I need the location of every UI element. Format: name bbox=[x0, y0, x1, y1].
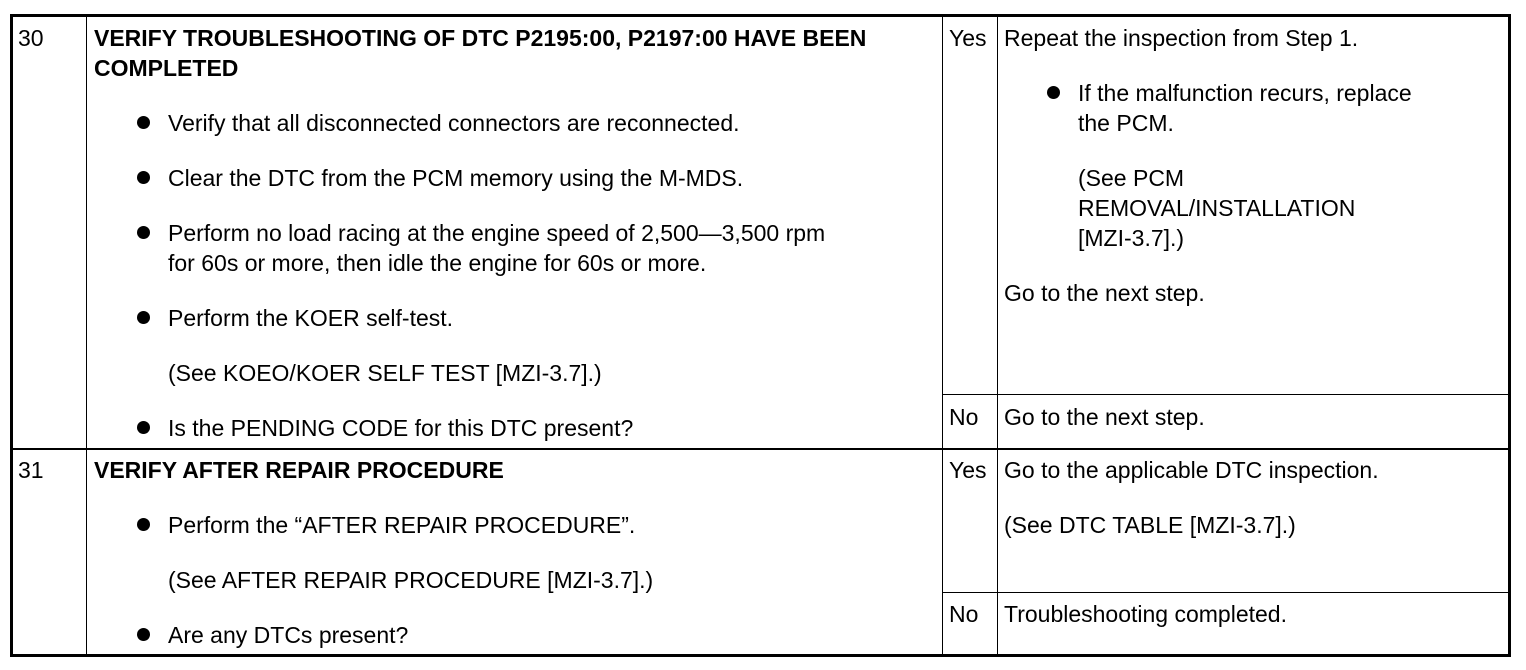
action-text: Is the PENDING CODE for this DTC present? bbox=[168, 415, 634, 441]
yes-result: REMOVAL/INSTALLATION bbox=[1078, 195, 1356, 221]
step-number: 30 bbox=[18, 25, 44, 51]
action-text: Perform no load racing at the engine speed of 2,500—3,500 rpm bbox=[168, 220, 826, 246]
action-text: Are any DTCs present? bbox=[168, 622, 409, 648]
bullet-icon bbox=[1047, 86, 1060, 99]
yes-no-divider bbox=[942, 592, 1511, 593]
no-result: Troubleshooting completed. bbox=[1004, 601, 1287, 627]
action-text: Clear the DTC from the PCM memory using the M-MDS. bbox=[168, 165, 744, 191]
bullet-icon bbox=[137, 628, 150, 641]
step-title: VERIFY TROUBLESHOOTING OF DTC P2195:00, P2197:00 HAVE BEEN bbox=[94, 25, 867, 51]
bullet-icon bbox=[137, 116, 150, 129]
column-divider bbox=[997, 14, 998, 657]
step-title: VERIFY AFTER REPAIR PROCEDURE bbox=[94, 457, 504, 483]
yes-label: Yes bbox=[949, 457, 987, 483]
yes-label: Yes bbox=[949, 25, 987, 51]
yes-result: [MZI-3.7].) bbox=[1078, 225, 1185, 251]
yes-result: Go to the applicable DTC inspection. bbox=[1004, 457, 1379, 483]
no-result: Go to the next step. bbox=[1004, 404, 1205, 430]
no-label: No bbox=[949, 404, 979, 430]
action-text: Perform the “AFTER REPAIR PROCEDURE”. bbox=[168, 512, 636, 538]
reference-text: (See KOEO/KOER SELF TEST [MZI-3.7].) bbox=[168, 360, 602, 386]
step-number: 31 bbox=[18, 457, 44, 483]
yes-result: (See DTC TABLE [MZI-3.7].) bbox=[1004, 512, 1296, 538]
yes-result: the PCM. bbox=[1078, 110, 1174, 136]
yes-result: Repeat the inspection from Step 1. bbox=[1004, 25, 1359, 51]
bullet-icon bbox=[137, 226, 150, 239]
no-label: No bbox=[949, 601, 979, 627]
bullet-icon bbox=[137, 518, 150, 531]
bullet-icon bbox=[137, 421, 150, 434]
row-divider bbox=[10, 448, 1511, 450]
action-text: Perform the KOER self-test. bbox=[168, 305, 454, 331]
yes-result: If the malfunction recurs, replace bbox=[1078, 80, 1412, 106]
bullet-icon bbox=[137, 311, 150, 324]
yes-result: (See PCM bbox=[1078, 165, 1185, 191]
column-divider bbox=[942, 14, 943, 657]
column-divider bbox=[86, 14, 87, 657]
reference-text: (See AFTER REPAIR PROCEDURE [MZI-3.7].) bbox=[168, 567, 654, 593]
yes-result: Go to the next step. bbox=[1004, 280, 1205, 306]
action-text: for 60s or more, then idle the engine for 60s or more. bbox=[168, 250, 707, 276]
bullet-icon bbox=[137, 171, 150, 184]
yes-no-divider bbox=[942, 394, 1511, 395]
step-title: COMPLETED bbox=[94, 55, 239, 81]
action-text: Verify that all disconnected connectors are reconnected. bbox=[168, 110, 740, 136]
